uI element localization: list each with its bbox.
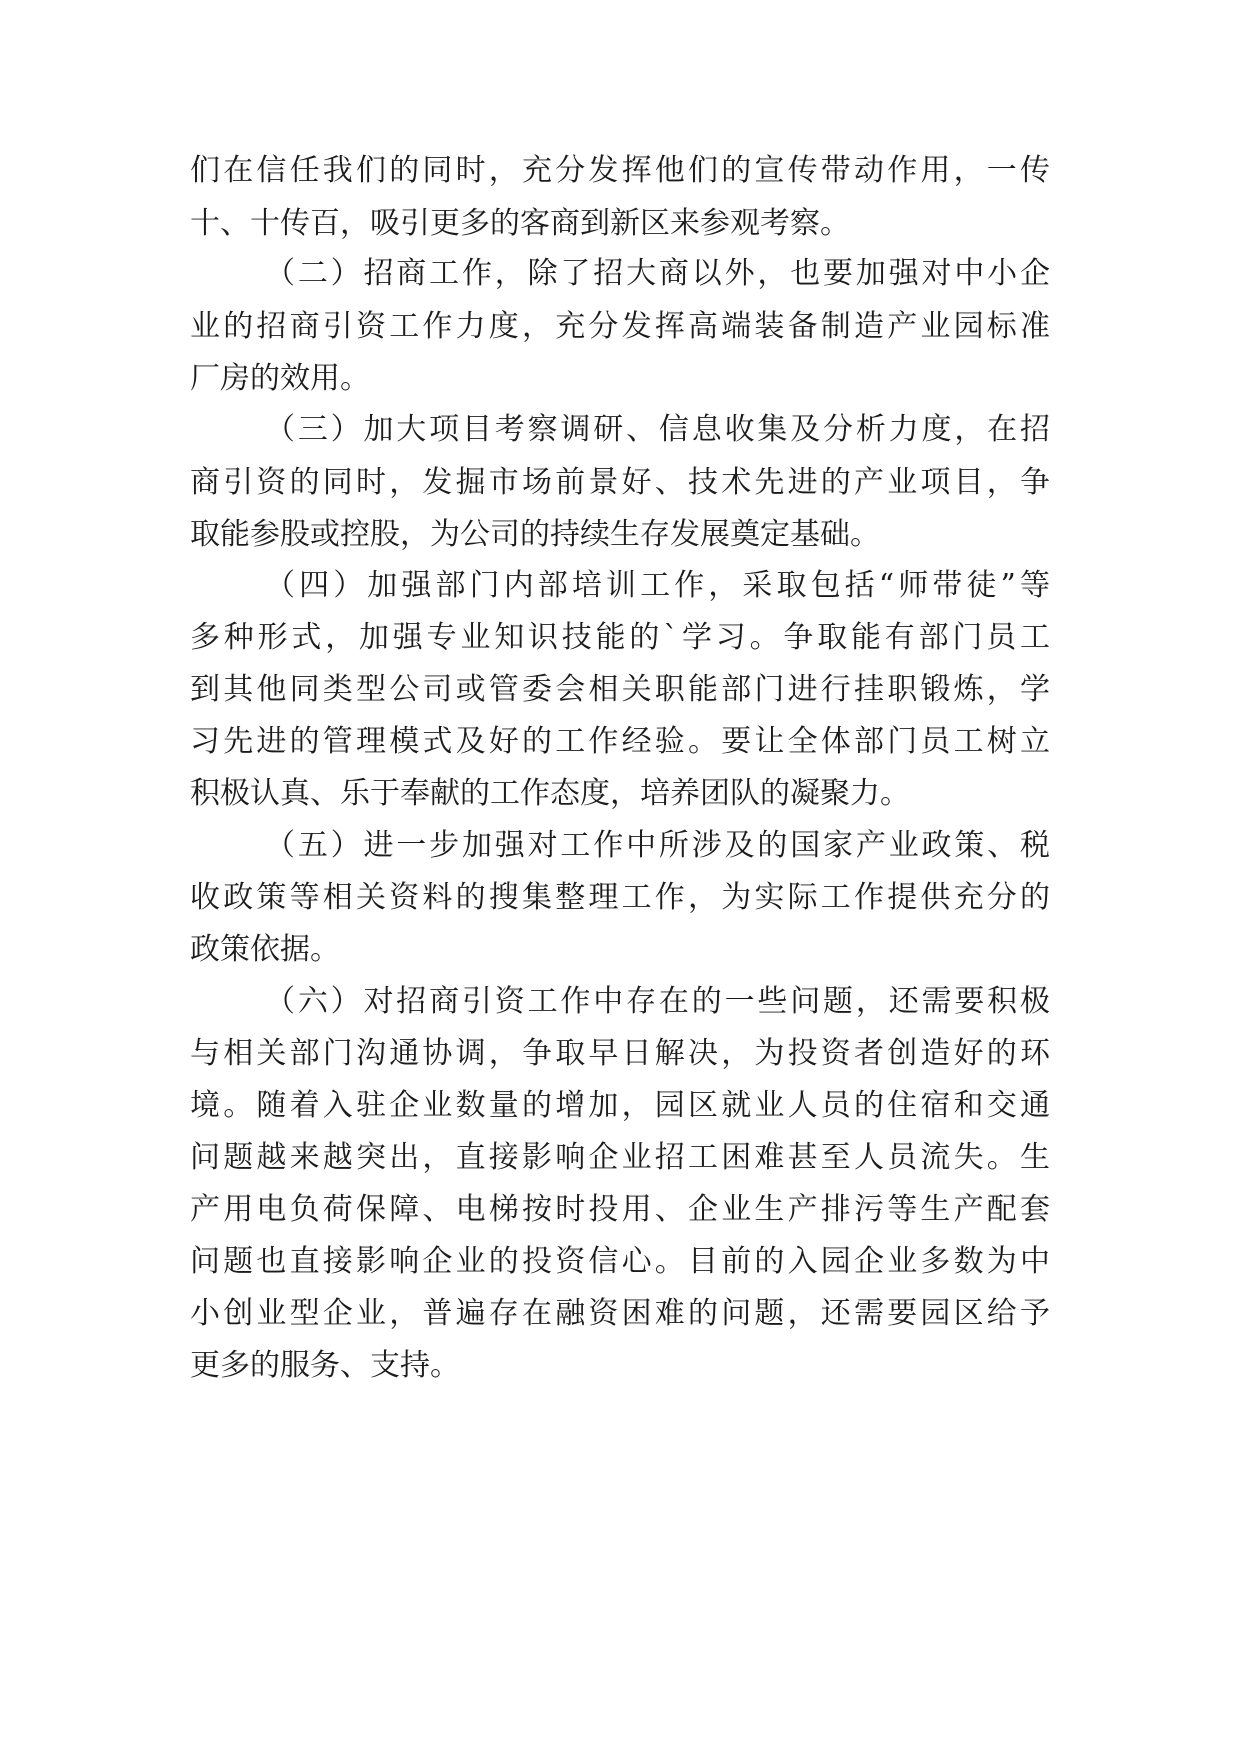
text-line: 商引资的同时，发掘市场前景好、技术先进的产业项目，争 xyxy=(190,465,1050,500)
text-line: 取能参股或控股，为公司的持续生存发展奠定基础。 xyxy=(190,517,880,552)
text-line: 十、十传百，吸引更多的客商到新区来参观考察。 xyxy=(190,206,850,241)
text-line: 境。随着入驻企业数量的增加，园区就业人员的住宿和交通 xyxy=(190,1088,1050,1123)
text-line: 业的招商引资工作力度，充分发挥高端装备制造产业园标准 xyxy=(190,309,1050,344)
text-line: 问题也直接影响企业的投资信心。目前的入园企业多数为中 xyxy=(190,1244,1050,1279)
text-line: 问题越来越突出，直接影响企业招工困难甚至人员流失。生 xyxy=(190,1140,1050,1175)
text-line: 厂房的效用。 xyxy=(190,361,370,396)
paragraph-4-line: （四）加强部门内部培训工作，采取包括“师带徒”等 xyxy=(265,568,1050,603)
paragraph-6-line: （六）对招商引资工作中存在的一些问题，还需要积极 xyxy=(265,984,1050,1019)
text-line: 政策依据。 xyxy=(190,932,340,967)
text-line: 小创业型企业，普遍存在融资困难的问题，还需要园区给予 xyxy=(190,1296,1050,1331)
text-line: 们在信任我们的同时，充分发挥他们的宣传带动作用，一传 xyxy=(190,153,1050,188)
paragraph-3-line: （三）加大项目考察调研、信息收集及分析力度，在招 xyxy=(265,412,1050,447)
text-line: 积极认真、乐于奉献的工作态度，培养团队的凝聚力。 xyxy=(190,776,910,811)
paragraph-5-line: （五）进一步加强对工作中所涉及的国家产业政策、税 xyxy=(265,828,1050,863)
text-line: 习先进的管理模式及好的工作经验。要让全体部门员工树立 xyxy=(190,724,1050,759)
text-line: 收政策等相关资料的搜集整理工作，为实际工作提供充分的 xyxy=(190,880,1050,915)
text-line: 产用电负荷保障、电梯按时投用、企业生产排污等生产配套 xyxy=(190,1192,1050,1227)
text-line: 到其他同类型公司或管委会相关职能部门进行挂职锻炼，学 xyxy=(190,672,1050,707)
paragraph-2-line: （二）招商工作，除了招大商以外，也要加强对中小企 xyxy=(265,256,1050,291)
text-line: 更多的服务、支持。 xyxy=(190,1348,460,1383)
text-line: 多种形式，加强专业知识技能的`学习。争取能有部门员工 xyxy=(190,620,1050,655)
text-line: 与相关部门沟通协调，争取早日解决，为投资者创造好的环 xyxy=(190,1036,1050,1071)
